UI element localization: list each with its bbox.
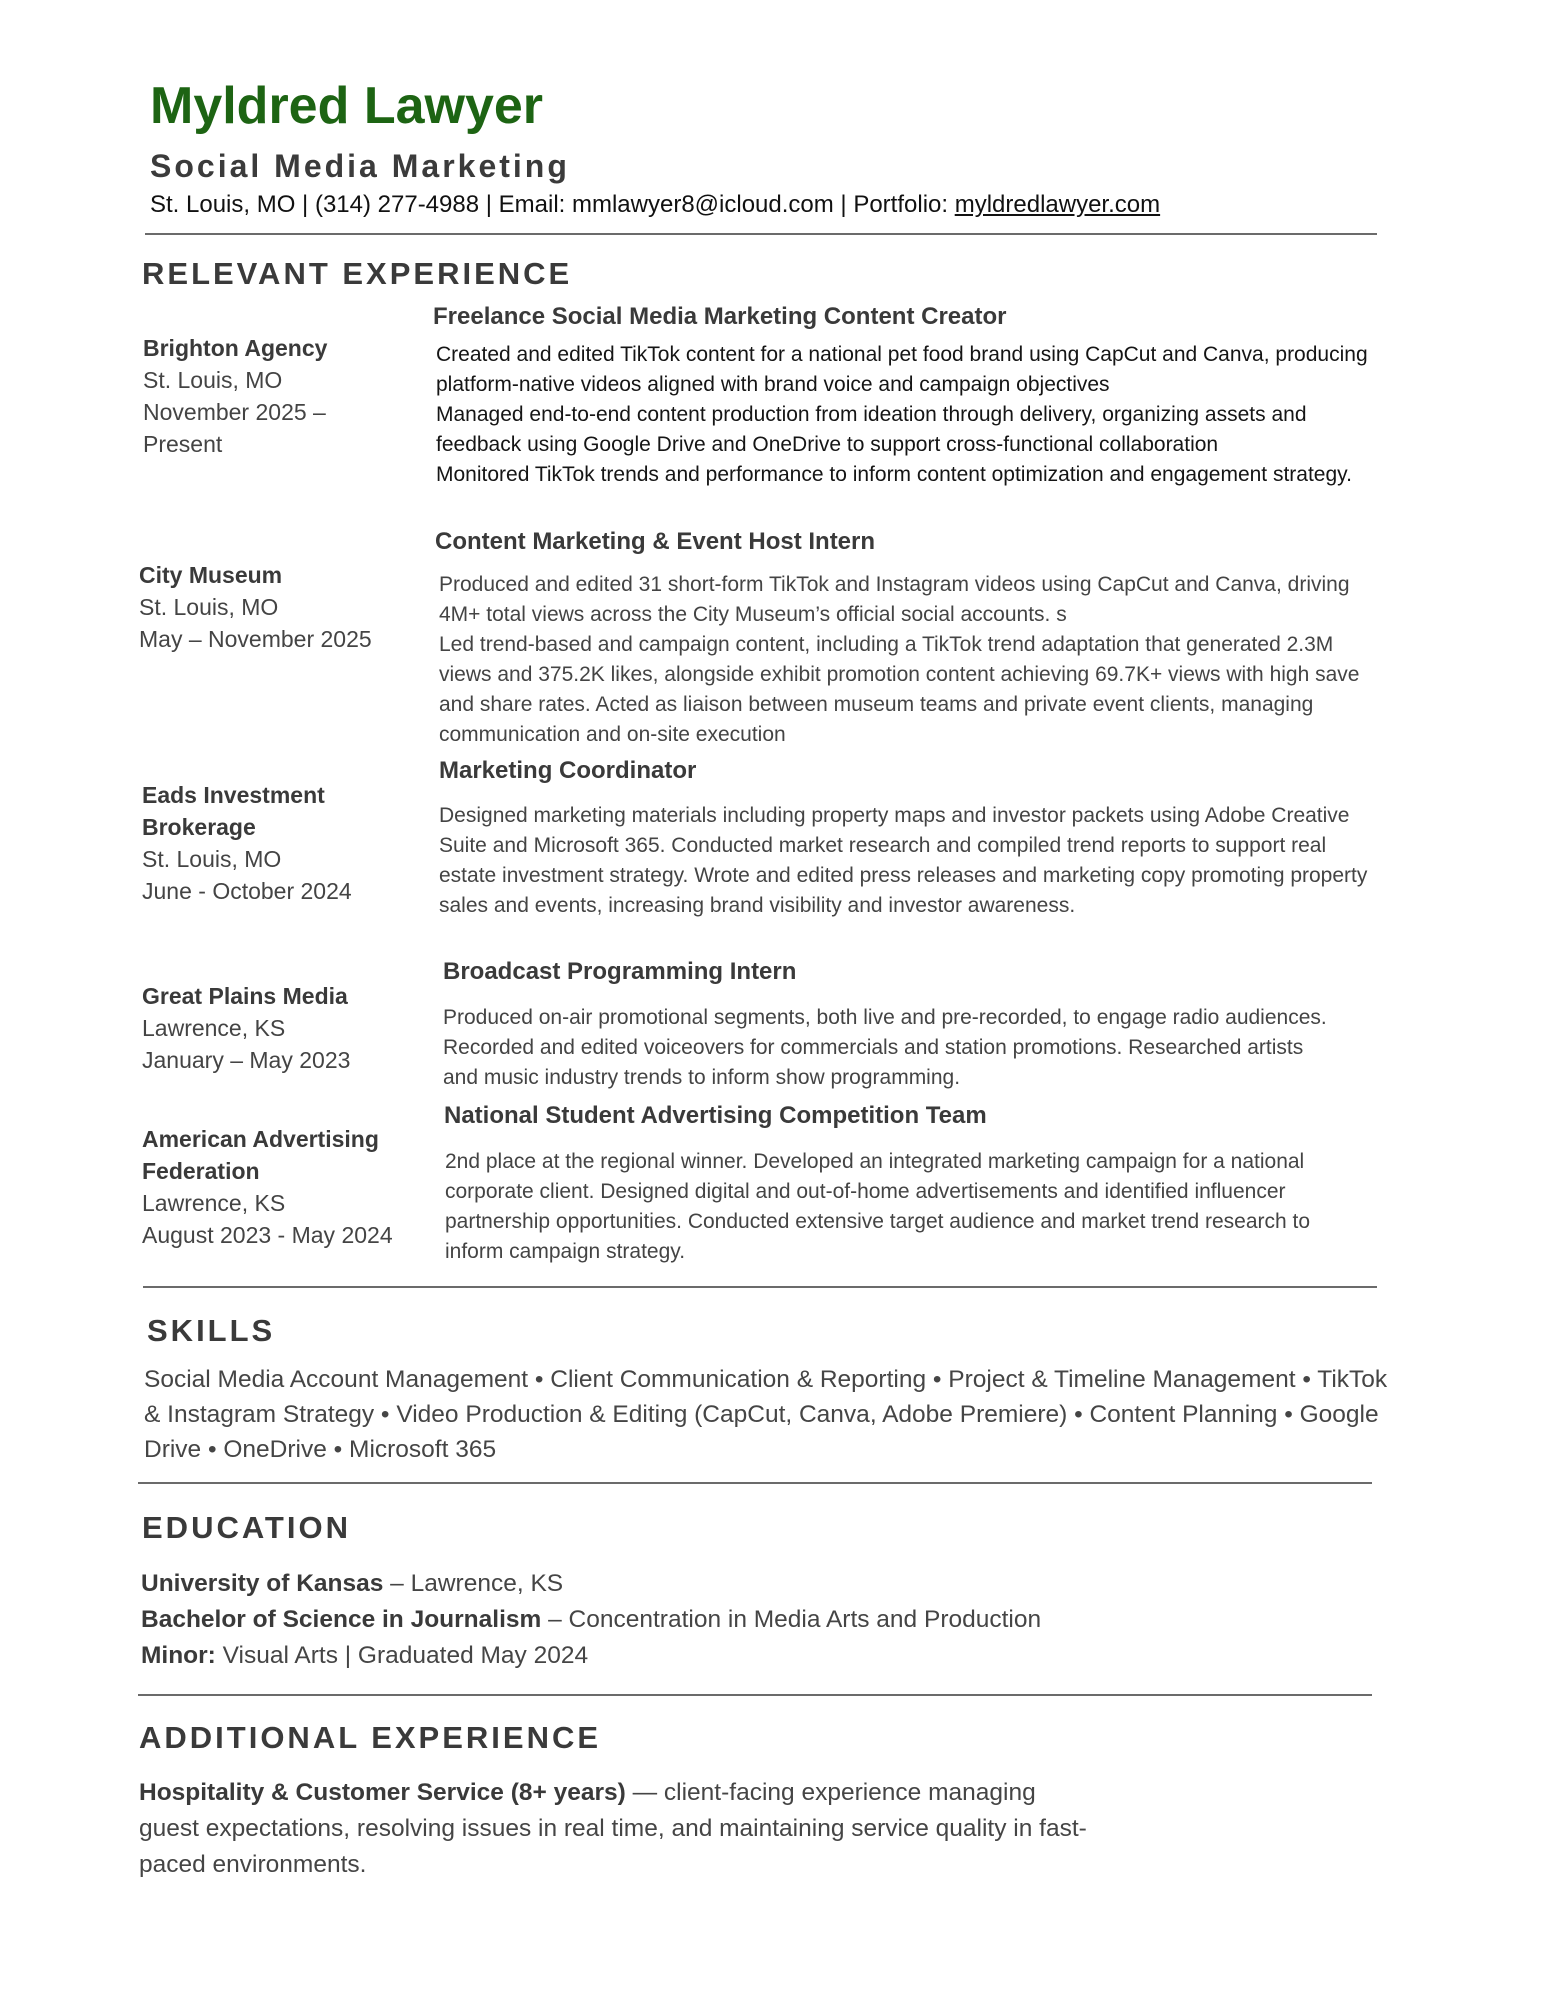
job-org-block [143, 332, 433, 460]
job-location: Lawrence, KS [142, 1015, 286, 1041]
job-bullet: Managed end-to-end content production from ideation through delivery, organizing assets and feedback using Google Drive and OneDrive to support cross-functional collaboration [436, 403, 1307, 456]
candidate-headline: Social Media Marketing [150, 148, 570, 184]
job-description: Produced on-air promotional segments, both live and pre-recorded, to engage radio audiences. Recorded and edited voiceovers for commercials and station promotions. Researched artists and music industry trends to inform show programming. [443, 1006, 1327, 1089]
job-location: Lawrence, KS [142, 1190, 286, 1216]
education-minor: Visual Arts | Graduated May 2024 [215, 1642, 589, 1669]
skills-list: Social Media Account Management • Client Communication & Reporting • Project & Timeline Management • TikTok & Instagram Strategy • Video Production & Editing (CapCut, Canva, Adobe Premiere) • Content Planning • Google Drive • OneDrive • Microsoft 365 [144, 1366, 1388, 1463]
education-minor-label: Minor: [141, 1642, 216, 1669]
education-school-line [141, 1566, 1341, 1602]
contact-details: St. Louis, MO | (314) 277-4988 | Email: mmlawyer8@icloud.com | Portfolio: [150, 191, 955, 218]
job-org-name: American Advertising [142, 1126, 379, 1152]
job-org-name-continued: Federation [142, 1158, 260, 1184]
job-org-block [139, 559, 429, 655]
job-location: St. Louis, MO [143, 367, 283, 393]
education-school: University of Kansas [141, 1570, 384, 1597]
education-minor-line [141, 1638, 1341, 1674]
job-dates: June - October 2024 [142, 878, 352, 904]
candidate-name: Myldred Lawyer [150, 77, 544, 135]
job-description [439, 570, 1379, 750]
contact-line [150, 191, 1160, 219]
skills-divider [138, 1482, 1372, 1484]
job-org-block [142, 779, 432, 907]
job-org-name: City Museum [139, 562, 283, 588]
job-bullet: Monitored TikTok trends and performance to inform content optimization and engagement strategy. [436, 463, 1352, 486]
education-school-location: – Lawrence, KS [383, 1570, 564, 1597]
additional-experience-text [139, 1775, 1099, 1883]
job-bullet: Led trend-based and campaign content, including a TikTok trend adaptation that generated 2.3M views and 375.2K likes, alongside exhibit promotion content achieving 69.7K+ views with high save and share rates. Acted as liaison between museum teams and private event clients, managing communication and on-site execution [439, 633, 1360, 746]
job-description [436, 340, 1376, 490]
job-title: Freelance Social Media Marketing Content Creator [433, 303, 1007, 330]
job-org-name: Great Plains Media [142, 983, 348, 1009]
job-org-block [142, 1123, 442, 1251]
education-details [141, 1566, 1341, 1674]
job-title: National Student Advertising Competition Team [444, 1102, 987, 1129]
job-description: 2nd place at the regional winner. Developed an integrated marketing campaign for a national corporate client. Designed digital and out-of-home advertisements and identified influencer partnership opportunities. Conducted extensive target audience and market trend research to inform campaign strategy. [445, 1150, 1311, 1263]
additional-experience-lead: Hospitality & Customer Service (8+ years) [139, 1779, 626, 1806]
job-bullet: Created and edited TikTok content for a national pet food brand using CapCut and Canva, producing platform-native videos aligned with brand voice and campaign objectives [436, 343, 1368, 396]
job-dates: August 2023 - May 2024 [142, 1222, 393, 1248]
job-title: Content Marketing & Event Host Intern [435, 528, 876, 555]
job-title: Broadcast Programming Intern [443, 958, 797, 985]
education-degree-line [141, 1602, 1341, 1638]
job-dates: November 2025 – [143, 399, 326, 425]
experience-divider [143, 1286, 1377, 1288]
job-dates: January – May 2023 [142, 1047, 351, 1073]
education-concentration: – Concentration in Media Arts and Production [541, 1606, 1042, 1633]
job-bullet: Produced and edited 31 short-form TikTok and Instagram videos using CapCut and Canva, driving 4M+ total views across the City Museum’s official social accounts. s [439, 573, 1350, 626]
skills-section-title: SKILLS [147, 1313, 276, 1348]
experience-section-title: RELEVANT EXPERIENCE [142, 256, 573, 291]
job-location: St. Louis, MO [139, 594, 279, 620]
job-location: St. Louis, MO [142, 846, 282, 872]
education-section-title: EDUCATION [142, 1510, 351, 1545]
education-divider [138, 1694, 1372, 1696]
portfolio-link[interactable]: myldredlawyer.com [954, 191, 1161, 218]
job-org-block [142, 980, 432, 1076]
job-org-name: Brighton Agency [143, 335, 328, 361]
additional-experience-detail: — client-facing experience managing guest expectations, resolving issues in real time, and maintaining service quality in fast-paced environments. [139, 1779, 1087, 1878]
job-title: Marketing Coordinator [439, 757, 697, 784]
job-description: Designed marketing materials including property maps and investor packets using Adobe Creative Suite and Microsoft 365. Conducted market research and compiled trend reports to support real estate investment strategy. Wrote and edited press releases and marketing copy promoting property sales and events, increasing brand visibility and investor awareness. [439, 804, 1368, 917]
job-org-name-continued: Brokerage [142, 814, 256, 840]
additional-section-title: ADDITIONAL EXPERIENCE [139, 1720, 602, 1755]
header-divider [145, 233, 1377, 235]
job-org-name: Eads Investment [142, 782, 325, 808]
job-dates: May – November 2025 [139, 626, 372, 652]
job-dates-continued: Present [143, 431, 223, 457]
education-degree: Bachelor of Science in Journalism [141, 1606, 542, 1633]
